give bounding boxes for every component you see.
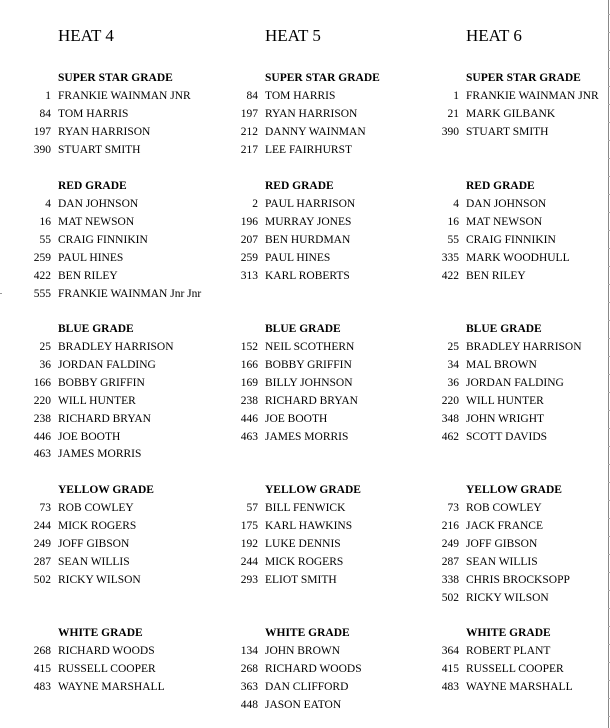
driver-name: BEN HURDMAN — [265, 233, 351, 246]
driver-entry — [433, 233, 610, 251]
car-number: 448 — [240, 698, 258, 711]
car-number: 4 — [453, 198, 459, 210]
driver-name: SEAN WILLIS — [58, 555, 130, 568]
driver-name: RYAN HARRISON — [265, 107, 358, 120]
car-number: 364 — [441, 645, 459, 657]
car-number: 169 — [240, 376, 258, 389]
driver-entry — [232, 394, 432, 412]
driver-name: JORDAN FALDING — [58, 358, 156, 371]
driver-entry — [433, 269, 610, 287]
car-number: 192 — [240, 537, 258, 550]
grade-title: YELLOW GRADE — [265, 484, 361, 496]
driver-name: CRAIG FINNIKIN — [58, 233, 148, 246]
car-number: 415 — [441, 662, 459, 675]
driver-name: SEAN WILLIS — [466, 555, 538, 568]
driver-entry — [433, 591, 610, 609]
car-number: 363 — [240, 680, 258, 693]
driver-name: NEIL SCOTHERN — [265, 341, 355, 353]
driver-entry — [25, 680, 225, 698]
car-number: 268 — [33, 645, 51, 657]
car-number: 220 — [441, 394, 459, 407]
driver-entry — [433, 89, 610, 107]
driver-name: JOE BOOTH — [265, 412, 328, 425]
grade-title: BLUE GRADE — [466, 323, 542, 335]
driver-name: RYAN HARRISON — [58, 125, 151, 138]
driver-name: PAUL HINES — [58, 251, 124, 264]
driver-name: JOFF GIBSON — [58, 537, 130, 550]
driver-entry — [25, 519, 225, 537]
driver-name: WILL HUNTER — [58, 394, 136, 407]
car-number: 84 — [246, 90, 258, 102]
car-number: 555 — [33, 287, 51, 300]
car-number: 1 — [45, 90, 51, 102]
driver-entry — [433, 573, 610, 591]
driver-entry — [433, 376, 610, 394]
driver-name: JOFF GIBSON — [466, 537, 538, 550]
car-number: 446 — [240, 412, 258, 425]
car-number: 57 — [246, 502, 258, 514]
car-number: 216 — [441, 519, 459, 532]
driver-entry — [25, 197, 225, 215]
car-number: 338 — [441, 573, 459, 586]
driver-name: RUSSELL COOPER — [466, 662, 564, 675]
driver-name: BILL FENWICK — [265, 502, 346, 514]
driver-entry — [433, 680, 610, 698]
car-number: 335 — [441, 251, 459, 264]
driver-name: SCOTT DAVIDS — [466, 430, 548, 443]
car-number: 16 — [447, 215, 459, 228]
driver-name: TOM HARRIS — [265, 90, 336, 102]
car-number: 259 — [240, 251, 258, 264]
driver-entry — [25, 537, 225, 555]
car-number: 196 — [240, 215, 258, 228]
driver-name: ROBERT PLANT — [466, 645, 551, 657]
driver-entry — [232, 197, 432, 215]
car-number: 21 — [447, 107, 459, 120]
car-number: 313 — [240, 269, 258, 282]
driver-name: BRADLEY HARRISON — [58, 341, 174, 353]
grade-title: BLUE GRADE — [265, 323, 341, 335]
car-number: 220 — [33, 394, 51, 407]
driver-entry — [25, 394, 225, 412]
car-number: 502 — [441, 591, 459, 604]
car-number: 287 — [441, 555, 459, 568]
car-number: 36 — [447, 376, 459, 389]
driver-name: FRANKIE WAINMAN Jnr Jnr — [58, 287, 202, 300]
car-number: 268 — [240, 662, 258, 675]
driver-entry — [25, 251, 225, 269]
grade-title: YELLOW GRADE — [466, 484, 562, 496]
driver-entry — [232, 215, 432, 233]
driver-name: MARK GILBANK — [466, 107, 556, 120]
car-number: 238 — [33, 412, 51, 425]
driver-name: KARL ROBERTS — [265, 269, 350, 282]
driver-entry — [232, 269, 432, 287]
driver-name: DANNY WAINMAN — [265, 125, 366, 138]
car-number: 463 — [33, 448, 51, 461]
driver-name: ELIOT SMITH — [265, 573, 337, 586]
car-number: 4 — [45, 198, 51, 210]
driver-entry — [232, 107, 432, 125]
driver-name: LUKE DENNIS — [265, 537, 341, 550]
driver-name: WAYNE MARSHALL — [58, 680, 165, 693]
driver-name: FRANKIE WAINMAN JNR — [466, 90, 599, 102]
driver-entry — [25, 269, 225, 287]
driver-name: JAMES MORRIS — [265, 430, 349, 443]
grade-title: RED GRADE — [466, 180, 535, 192]
driver-entry — [232, 537, 432, 555]
grade-title: WHITE GRADE — [58, 627, 143, 639]
car-number: 25 — [447, 341, 459, 353]
car-number: 390 — [441, 125, 459, 138]
car-number: 502 — [33, 573, 51, 586]
car-number: 293 — [240, 573, 258, 586]
driver-entry — [25, 107, 225, 125]
driver-entry — [232, 89, 432, 107]
driver-entry — [25, 376, 225, 394]
driver-entry — [232, 555, 432, 573]
driver-name: TOM HARRIS — [58, 107, 129, 120]
car-number: 1 — [453, 90, 459, 102]
driver-name: WAYNE MARSHALL — [466, 680, 573, 693]
driver-entry — [25, 287, 225, 305]
heat-title: HEAT 4 — [58, 26, 114, 45]
driver-name: KARL HAWKINS — [265, 519, 353, 532]
left-edge-mark — [0, 293, 2, 294]
driver-entry — [25, 644, 225, 662]
car-number: 244 — [33, 519, 51, 532]
driver-name: MICK ROGERS — [58, 519, 137, 532]
driver-entry — [232, 251, 432, 269]
car-number: 483 — [441, 680, 459, 693]
driver-entry — [25, 662, 225, 680]
car-number: 462 — [441, 430, 459, 443]
driver-name: FRANKIE WAINMAN JNR — [58, 90, 191, 102]
driver-entry — [433, 662, 610, 680]
driver-name: RUSSELL COOPER — [58, 662, 156, 675]
driver-name: JOE BOOTH — [58, 430, 121, 443]
car-number: 55 — [39, 233, 51, 246]
driver-entry — [232, 573, 432, 591]
car-number: 415 — [33, 662, 51, 675]
driver-entry — [25, 555, 225, 573]
driver-entry — [433, 358, 610, 376]
driver-entry — [25, 573, 225, 591]
driver-entry — [232, 233, 432, 251]
driver-name: MURRAY JONES — [265, 215, 352, 228]
heat-column-4 — [25, 0, 225, 728]
driver-name: BILLY JOHNSON — [265, 376, 353, 389]
driver-name: STUART SMITH — [58, 143, 141, 156]
driver-entry — [433, 412, 610, 430]
driver-name: MAT NEWSON — [466, 215, 543, 228]
driver-entry — [25, 340, 225, 358]
driver-name: RICHARD BRYAN — [265, 394, 358, 407]
driver-entry — [433, 215, 610, 233]
grade-title: WHITE GRADE — [466, 627, 551, 639]
car-number: 166 — [240, 358, 258, 371]
car-number: 166 — [33, 376, 51, 389]
driver-entry — [232, 143, 432, 161]
driver-name: DAN JOHNSON — [58, 198, 139, 210]
car-number: 249 — [441, 537, 459, 550]
car-number: 483 — [33, 680, 51, 693]
driver-name: RICHARD WOODS — [58, 645, 155, 657]
driver-entry — [433, 394, 610, 412]
driver-entry — [232, 430, 432, 448]
car-number: 16 — [39, 215, 51, 228]
driver-entry — [433, 537, 610, 555]
driver-name: JOHN WRIGHT — [466, 412, 545, 425]
car-number: 244 — [240, 555, 258, 568]
driver-entry — [433, 125, 610, 143]
car-number: 73 — [447, 502, 459, 514]
driver-entry — [25, 358, 225, 376]
driver-entry — [25, 501, 225, 519]
grade-title: YELLOW GRADE — [58, 484, 154, 496]
driver-name: BOBBY GRIFFIN — [265, 358, 352, 371]
driver-name: RICHARD BRYAN — [58, 412, 151, 425]
car-number: 84 — [39, 107, 51, 120]
driver-name: MICK ROGERS — [265, 555, 344, 568]
driver-entry — [25, 125, 225, 143]
driver-name: WILL HUNTER — [466, 394, 544, 407]
car-number: 34 — [447, 358, 459, 371]
driver-entry — [433, 519, 610, 537]
driver-name: DAN JOHNSON — [466, 198, 547, 210]
driver-entry — [25, 143, 225, 161]
heat-column-6 — [433, 0, 610, 728]
driver-entry — [25, 430, 225, 448]
car-number: 152 — [240, 341, 258, 353]
driver-name: BRADLEY HARRISON — [466, 341, 582, 353]
car-number: 390 — [33, 143, 51, 156]
driver-name: PAUL HARRISON — [265, 198, 356, 210]
driver-name: RICKY WILSON — [58, 573, 141, 586]
car-number: 36 — [39, 358, 51, 371]
driver-entry — [232, 376, 432, 394]
driver-name: CRAIG FINNIKIN — [466, 233, 556, 246]
car-number: 212 — [240, 125, 258, 138]
driver-name: STUART SMITH — [466, 125, 549, 138]
driver-name: RICKY WILSON — [466, 591, 549, 604]
driver-entry — [232, 340, 432, 358]
driver-entry — [232, 698, 432, 716]
grade-title: RED GRADE — [58, 180, 127, 192]
driver-name: JORDAN FALDING — [466, 376, 564, 389]
car-number: 2 — [252, 198, 258, 210]
car-number: 217 — [240, 143, 258, 156]
driver-entry — [433, 340, 610, 358]
grade-title: WHITE GRADE — [265, 627, 350, 639]
car-number: 463 — [240, 430, 258, 443]
driver-entry — [25, 447, 225, 465]
driver-entry — [232, 501, 432, 519]
driver-entry — [433, 197, 610, 215]
car-number: 197 — [240, 107, 258, 120]
driver-entry — [433, 430, 610, 448]
driver-name: RICHARD WOODS — [265, 662, 362, 675]
driver-entry — [433, 555, 610, 573]
car-number: 348 — [441, 412, 459, 425]
driver-name: LEE FAIRHURST — [265, 143, 352, 156]
car-number: 175 — [240, 519, 258, 532]
car-number: 207 — [240, 233, 258, 246]
car-number: 55 — [447, 233, 459, 246]
driver-entry — [433, 644, 610, 662]
driver-entry — [25, 215, 225, 233]
heat-title: HEAT 6 — [466, 26, 522, 45]
car-number: 422 — [33, 269, 51, 282]
driver-entry — [25, 412, 225, 430]
right-frame-line — [608, 0, 609, 728]
car-number: 134 — [240, 645, 258, 657]
driver-entry — [433, 107, 610, 125]
driver-entry — [433, 251, 610, 269]
driver-entry — [232, 662, 432, 680]
driver-name: BOBBY GRIFFIN — [58, 376, 145, 389]
car-number: 73 — [39, 502, 51, 514]
car-number: 25 — [39, 341, 51, 353]
car-number: 446 — [33, 430, 51, 443]
driver-name: DAN CLIFFORD — [265, 680, 349, 693]
driver-name: BEN RILEY — [58, 269, 118, 282]
car-number: 238 — [240, 394, 258, 407]
driver-entry — [232, 644, 432, 662]
heat-title: HEAT 5 — [265, 26, 321, 45]
car-number: 197 — [33, 125, 51, 138]
driver-entry — [232, 519, 432, 537]
grade-title: SUPER STAR GRADE — [466, 72, 581, 84]
driver-name: MARK WOODHULL — [466, 251, 570, 264]
driver-name: PAUL HINES — [265, 251, 331, 264]
driver-entry — [232, 680, 432, 698]
car-number: 287 — [33, 555, 51, 568]
driver-name: BEN RILEY — [466, 269, 526, 282]
driver-entry — [433, 501, 610, 519]
driver-name: ROB COWLEY — [58, 502, 134, 514]
car-number: 422 — [441, 269, 459, 282]
car-number: 249 — [33, 537, 51, 550]
driver-name: JASON EATON — [265, 698, 342, 711]
driver-name: CHRIS BROCKSOPP — [466, 573, 570, 586]
car-number: 259 — [33, 251, 51, 264]
grade-title: SUPER STAR GRADE — [265, 72, 380, 84]
grade-title: SUPER STAR GRADE — [58, 72, 173, 84]
driver-entry — [25, 89, 225, 107]
driver-name: JACK FRANCE — [466, 519, 544, 532]
driver-name: JAMES MORRIS — [58, 448, 142, 461]
driver-entry — [232, 125, 432, 143]
driver-entry — [25, 233, 225, 251]
driver-entry — [232, 358, 432, 376]
driver-name: MAL BROWN — [466, 358, 537, 371]
heat-column-5 — [232, 0, 432, 728]
driver-name: MAT NEWSON — [58, 215, 135, 228]
driver-name: JOHN BROWN — [265, 645, 341, 657]
grade-title: BLUE GRADE — [58, 323, 134, 335]
driver-entry — [232, 412, 432, 430]
driver-name: ROB COWLEY — [466, 502, 542, 514]
grade-title: RED GRADE — [265, 180, 334, 192]
